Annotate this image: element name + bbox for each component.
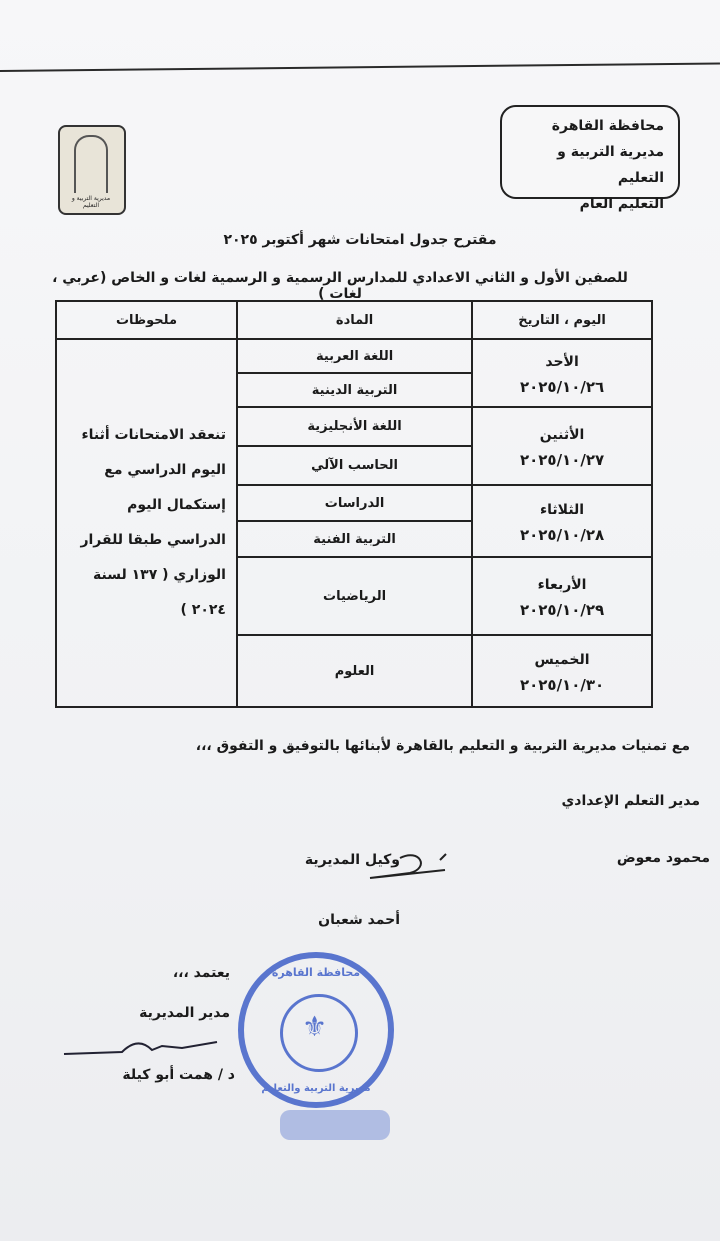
header-day-date: اليوم ، التاريخ xyxy=(472,301,652,339)
subject-cell: التربية الدينية xyxy=(237,373,472,407)
subject-cell: العلوم xyxy=(237,635,472,707)
notes-cell: تنعقد الامتحانات أثناء اليوم الدراسي مع إستكمال اليوم الدراسي طبقا للقرار الوزاري ( ١٣٧ لسنة ٢٠٢٤ ) xyxy=(56,339,237,707)
wishes-text: مع تمنيات مديرية التربية و التعليم بالقاهرة لأبنائها بالتوفيق و التفوق ،،، xyxy=(195,738,690,754)
page-title: مقترح جدول امتحانات شهر أكتوبر ٢٠٢٥ xyxy=(223,232,497,248)
official-stamp xyxy=(238,952,394,1108)
deputy-title: وكيل المديرية xyxy=(304,852,400,868)
stamp-top-text: محافظة القاهرة xyxy=(271,966,361,979)
page-top-edge xyxy=(0,62,720,72)
day-cell xyxy=(472,557,652,635)
header-directorate: مديرية التربية و التعليم xyxy=(557,144,664,186)
header-governorate: محافظة القاهرة xyxy=(551,118,664,134)
deputy-name: أحمد شعبان xyxy=(318,912,400,928)
day-name: الأربعاء xyxy=(537,577,587,593)
logo-arch-icon xyxy=(74,135,108,193)
exam-schedule-table xyxy=(55,300,653,708)
stamp-ink-smudge xyxy=(280,1110,390,1140)
header-department: التعليم العام xyxy=(579,196,664,212)
header-notes: ملحوظات xyxy=(56,301,237,339)
logo-caption: مديرية التربية و التعليم xyxy=(71,195,111,209)
table-row xyxy=(56,339,652,373)
day-cell xyxy=(472,407,652,485)
day-cell xyxy=(472,635,652,707)
page-subtitle: للصفين الأول و الثاني الاعدادي للمدارس الرسمية و الرسمية لغات و الخاص (عربي ، لغات ) xyxy=(52,270,628,302)
day-date: ٢٠٢٥/١٠/٢٩ xyxy=(519,601,605,619)
head-name: د / همت أبو كيلة xyxy=(122,1067,235,1083)
director-name: محمود معوض xyxy=(616,850,710,866)
head-signature xyxy=(62,1032,222,1062)
subject-cell: التربية الفنية xyxy=(237,521,472,557)
day-date: ٢٠٢٥/١٠/٢٦ xyxy=(519,378,605,396)
day-date: ٢٠٢٥/١٠/٢٨ xyxy=(519,526,605,544)
table-header-row xyxy=(56,301,652,339)
header-box xyxy=(500,105,680,212)
stamp-bottom-text: مديرية التربية والتعليم xyxy=(261,1083,371,1094)
head-title: مدير المديرية xyxy=(139,1005,230,1021)
day-date: ٢٠٢٥/١٠/٣٠ xyxy=(519,676,605,694)
day-cell xyxy=(472,485,652,557)
day-name: الأثنين xyxy=(539,427,585,443)
header-subject: المادة xyxy=(237,301,472,339)
day-name: الأحد xyxy=(545,354,579,370)
subject-cell: الحاسب الآلي xyxy=(237,446,472,485)
subject-cell: الرياضيات xyxy=(237,557,472,635)
subject-cell: الدراسات xyxy=(237,485,472,521)
deputy-signature xyxy=(330,838,460,898)
subject-cell: اللغة العربية xyxy=(237,339,472,373)
day-date: ٢٠٢٥/١٠/٢٧ xyxy=(519,451,605,469)
day-cell xyxy=(472,339,652,407)
approval-text: يعتمد ،،، xyxy=(172,965,230,981)
day-name: الخميس xyxy=(534,652,590,668)
eagle-emblem-icon: ⚜ xyxy=(302,1010,328,1043)
day-name: الثلاثاء xyxy=(540,502,585,518)
directorate-logo xyxy=(58,125,126,215)
director-title: مدير التعلم الإعدادي xyxy=(561,793,700,809)
subject-cell: اللغة الأنجليزية xyxy=(237,407,472,446)
